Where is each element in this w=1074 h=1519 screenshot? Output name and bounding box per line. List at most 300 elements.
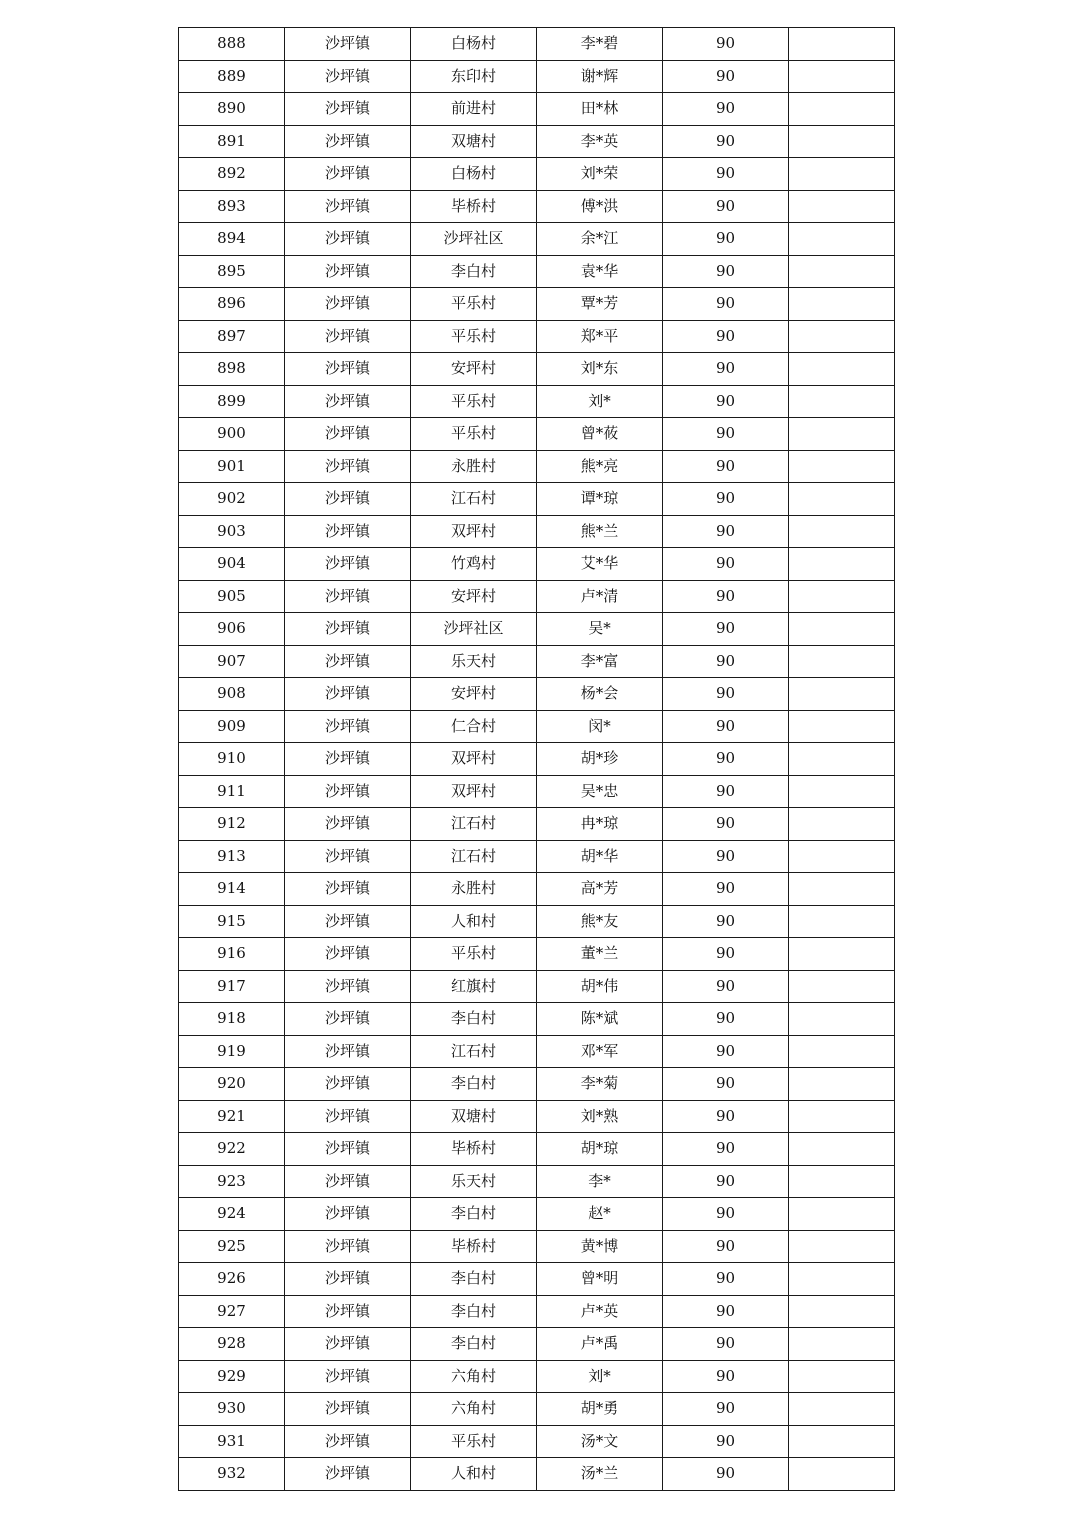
name-cell: 高*芳 [537, 873, 663, 906]
serial-number-cell: 921 [179, 1100, 285, 1133]
town-cell: 沙坪镇 [285, 1263, 411, 1296]
town-cell: 沙坪镇 [285, 125, 411, 158]
village-cell: 江石村 [411, 483, 537, 516]
name-cell: 汤*文 [537, 1425, 663, 1458]
remarks-cell [789, 1165, 895, 1198]
serial-number-cell: 894 [179, 223, 285, 256]
amount-cell: 90 [663, 60, 789, 93]
amount-cell: 90 [663, 93, 789, 126]
remarks-cell [789, 418, 895, 451]
table-row [179, 1133, 895, 1166]
serial-number-cell: 930 [179, 1393, 285, 1426]
table-row [179, 288, 895, 321]
table-row [179, 255, 895, 288]
remarks-cell [789, 970, 895, 1003]
remarks-cell [789, 1198, 895, 1231]
name-cell: 刘*荣 [537, 158, 663, 191]
remarks-cell [789, 255, 895, 288]
remarks-cell [789, 1295, 895, 1328]
name-cell: 卢*禹 [537, 1328, 663, 1361]
serial-number-cell: 914 [179, 873, 285, 906]
serial-number-cell: 896 [179, 288, 285, 321]
amount-cell: 90 [663, 1068, 789, 1101]
town-cell: 沙坪镇 [285, 320, 411, 353]
amount-cell: 90 [663, 905, 789, 938]
village-cell: 毕桥村 [411, 1230, 537, 1263]
remarks-cell [789, 905, 895, 938]
town-cell: 沙坪镇 [285, 1230, 411, 1263]
amount-cell: 90 [663, 1263, 789, 1296]
town-cell: 沙坪镇 [285, 548, 411, 581]
village-cell: 安坪村 [411, 580, 537, 613]
table-row [179, 125, 895, 158]
village-cell: 沙坪社区 [411, 613, 537, 646]
amount-cell: 90 [663, 710, 789, 743]
amount-cell: 90 [663, 1100, 789, 1133]
town-cell: 沙坪镇 [285, 1328, 411, 1361]
remarks-cell [789, 645, 895, 678]
serial-number-cell: 899 [179, 385, 285, 418]
remarks-cell [789, 1458, 895, 1491]
town-cell: 沙坪镇 [285, 28, 411, 61]
name-cell: 胡*华 [537, 840, 663, 873]
town-cell: 沙坪镇 [285, 1035, 411, 1068]
serial-number-cell: 907 [179, 645, 285, 678]
name-cell: 曾*莜 [537, 418, 663, 451]
table-row [179, 1100, 895, 1133]
village-cell: 白杨村 [411, 158, 537, 191]
name-cell: 卢*清 [537, 580, 663, 613]
table-row [179, 1425, 895, 1458]
amount-cell: 90 [663, 873, 789, 906]
town-cell: 沙坪镇 [285, 450, 411, 483]
amount-cell: 90 [663, 678, 789, 711]
name-cell: 袁*华 [537, 255, 663, 288]
serial-number-cell: 893 [179, 190, 285, 223]
remarks-cell [789, 840, 895, 873]
remarks-cell [789, 1230, 895, 1263]
table-row [179, 840, 895, 873]
table-row [179, 1295, 895, 1328]
serial-number-cell: 889 [179, 60, 285, 93]
table-row [179, 808, 895, 841]
remarks-cell [789, 938, 895, 971]
town-cell: 沙坪镇 [285, 743, 411, 776]
amount-cell: 90 [663, 1165, 789, 1198]
village-cell: 江石村 [411, 808, 537, 841]
amount-cell: 90 [663, 613, 789, 646]
serial-number-cell: 910 [179, 743, 285, 776]
town-cell: 沙坪镇 [285, 775, 411, 808]
serial-number-cell: 919 [179, 1035, 285, 1068]
table-row [179, 905, 895, 938]
village-cell: 毕桥村 [411, 1133, 537, 1166]
table-row [179, 353, 895, 386]
serial-number-cell: 928 [179, 1328, 285, 1361]
amount-cell: 90 [663, 288, 789, 321]
serial-number-cell: 918 [179, 1003, 285, 1036]
table-row [179, 970, 895, 1003]
amount-cell: 90 [663, 190, 789, 223]
remarks-cell [789, 320, 895, 353]
serial-number-cell: 911 [179, 775, 285, 808]
amount-cell: 90 [663, 483, 789, 516]
table-row [179, 710, 895, 743]
town-cell: 沙坪镇 [285, 1458, 411, 1491]
name-cell: 李*富 [537, 645, 663, 678]
table-row [179, 320, 895, 353]
village-cell: 安坪村 [411, 353, 537, 386]
village-cell: 沙坪社区 [411, 223, 537, 256]
village-cell: 双坪村 [411, 775, 537, 808]
village-cell: 李白村 [411, 1295, 537, 1328]
town-cell: 沙坪镇 [285, 645, 411, 678]
name-cell: 刘*东 [537, 353, 663, 386]
remarks-cell [789, 1003, 895, 1036]
remarks-cell [789, 60, 895, 93]
serial-number-cell: 908 [179, 678, 285, 711]
village-cell: 双坪村 [411, 515, 537, 548]
village-cell: 双塘村 [411, 1100, 537, 1133]
amount-cell: 90 [663, 548, 789, 581]
amount-cell: 90 [663, 645, 789, 678]
serial-number-cell: 909 [179, 710, 285, 743]
amount-cell: 90 [663, 320, 789, 353]
serial-number-cell: 924 [179, 1198, 285, 1231]
table-row [179, 1003, 895, 1036]
roster-table-body [179, 28, 895, 1491]
town-cell: 沙坪镇 [285, 1360, 411, 1393]
serial-number-cell: 898 [179, 353, 285, 386]
table-row [179, 775, 895, 808]
table-row [179, 190, 895, 223]
remarks-cell [789, 710, 895, 743]
town-cell: 沙坪镇 [285, 385, 411, 418]
amount-cell: 90 [663, 1133, 789, 1166]
town-cell: 沙坪镇 [285, 1198, 411, 1231]
amount-cell: 90 [663, 1035, 789, 1068]
name-cell: 冉*琼 [537, 808, 663, 841]
town-cell: 沙坪镇 [285, 288, 411, 321]
remarks-cell [789, 808, 895, 841]
town-cell: 沙坪镇 [285, 515, 411, 548]
name-cell: 李*菊 [537, 1068, 663, 1101]
remarks-cell [789, 1068, 895, 1101]
village-cell: 仁合村 [411, 710, 537, 743]
town-cell: 沙坪镇 [285, 970, 411, 1003]
amount-cell: 90 [663, 938, 789, 971]
village-cell: 李白村 [411, 1328, 537, 1361]
serial-number-cell: 901 [179, 450, 285, 483]
town-cell: 沙坪镇 [285, 190, 411, 223]
serial-number-cell: 931 [179, 1425, 285, 1458]
table-row [179, 418, 895, 451]
remarks-cell [789, 1133, 895, 1166]
amount-cell: 90 [663, 223, 789, 256]
name-cell: 曾*明 [537, 1263, 663, 1296]
village-cell: 安坪村 [411, 678, 537, 711]
village-cell: 双塘村 [411, 125, 537, 158]
village-cell: 人和村 [411, 1458, 537, 1491]
town-cell: 沙坪镇 [285, 938, 411, 971]
town-cell: 沙坪镇 [285, 1295, 411, 1328]
serial-number-cell: 916 [179, 938, 285, 971]
remarks-cell [789, 613, 895, 646]
village-cell: 李白村 [411, 1068, 537, 1101]
table-row [179, 873, 895, 906]
town-cell: 沙坪镇 [285, 1133, 411, 1166]
table-row [179, 1230, 895, 1263]
amount-cell: 90 [663, 1003, 789, 1036]
serial-number-cell: 912 [179, 808, 285, 841]
remarks-cell [789, 515, 895, 548]
serial-number-cell: 917 [179, 970, 285, 1003]
table-row [179, 548, 895, 581]
table-row [179, 1068, 895, 1101]
table-row [179, 158, 895, 191]
name-cell: 胡*勇 [537, 1393, 663, 1426]
remarks-cell [789, 1328, 895, 1361]
table-row [179, 450, 895, 483]
remarks-cell [789, 158, 895, 191]
amount-cell: 90 [663, 450, 789, 483]
serial-number-cell: 920 [179, 1068, 285, 1101]
amount-cell: 90 [663, 1198, 789, 1231]
village-cell: 乐天村 [411, 1165, 537, 1198]
table-row [179, 938, 895, 971]
amount-cell: 90 [663, 580, 789, 613]
remarks-cell [789, 743, 895, 776]
name-cell: 胡*伟 [537, 970, 663, 1003]
town-cell: 沙坪镇 [285, 1393, 411, 1426]
town-cell: 沙坪镇 [285, 580, 411, 613]
village-cell: 前进村 [411, 93, 537, 126]
serial-number-cell: 888 [179, 28, 285, 61]
amount-cell: 90 [663, 255, 789, 288]
village-cell: 六角村 [411, 1393, 537, 1426]
town-cell: 沙坪镇 [285, 613, 411, 646]
table-row [179, 515, 895, 548]
name-cell: 田*林 [537, 93, 663, 126]
remarks-cell [789, 353, 895, 386]
town-cell: 沙坪镇 [285, 710, 411, 743]
table-row [179, 1165, 895, 1198]
amount-cell: 90 [663, 1393, 789, 1426]
village-cell: 平乐村 [411, 320, 537, 353]
amount-cell: 90 [663, 125, 789, 158]
table-row [179, 1393, 895, 1426]
town-cell: 沙坪镇 [285, 255, 411, 288]
amount-cell: 90 [663, 1425, 789, 1458]
table-row [179, 645, 895, 678]
table-row [179, 1360, 895, 1393]
remarks-cell [789, 125, 895, 158]
amount-cell: 90 [663, 840, 789, 873]
name-cell: 汤*兰 [537, 1458, 663, 1491]
name-cell: 傅*洪 [537, 190, 663, 223]
serial-number-cell: 904 [179, 548, 285, 581]
village-cell: 平乐村 [411, 385, 537, 418]
remarks-cell [789, 1100, 895, 1133]
table-row [179, 1035, 895, 1068]
table-row [179, 678, 895, 711]
serial-number-cell: 902 [179, 483, 285, 516]
town-cell: 沙坪镇 [285, 223, 411, 256]
town-cell: 沙坪镇 [285, 1425, 411, 1458]
name-cell: 李* [537, 1165, 663, 1198]
amount-cell: 90 [663, 418, 789, 451]
amount-cell: 90 [663, 385, 789, 418]
town-cell: 沙坪镇 [285, 60, 411, 93]
name-cell: 覃*芳 [537, 288, 663, 321]
town-cell: 沙坪镇 [285, 808, 411, 841]
village-cell: 李白村 [411, 1003, 537, 1036]
village-cell: 平乐村 [411, 1425, 537, 1458]
name-cell: 艾*华 [537, 548, 663, 581]
table-row [179, 1328, 895, 1361]
remarks-cell [789, 548, 895, 581]
village-cell: 平乐村 [411, 938, 537, 971]
table-row [179, 483, 895, 516]
town-cell: 沙坪镇 [285, 158, 411, 191]
village-cell: 平乐村 [411, 418, 537, 451]
remarks-cell [789, 775, 895, 808]
remarks-cell [789, 28, 895, 61]
table-row [179, 28, 895, 61]
village-cell: 李白村 [411, 1263, 537, 1296]
amount-cell: 90 [663, 775, 789, 808]
name-cell: 刘*熟 [537, 1100, 663, 1133]
village-cell: 永胜村 [411, 873, 537, 906]
amount-cell: 90 [663, 353, 789, 386]
remarks-cell [789, 1425, 895, 1458]
remarks-cell [789, 1035, 895, 1068]
village-cell: 乐天村 [411, 645, 537, 678]
name-cell: 谭*琼 [537, 483, 663, 516]
town-cell: 沙坪镇 [285, 483, 411, 516]
remarks-cell [789, 288, 895, 321]
town-cell: 沙坪镇 [285, 93, 411, 126]
name-cell: 赵* [537, 1198, 663, 1231]
amount-cell: 90 [663, 158, 789, 191]
amount-cell: 90 [663, 515, 789, 548]
serial-number-cell: 932 [179, 1458, 285, 1491]
table-row [179, 1458, 895, 1491]
name-cell: 余*江 [537, 223, 663, 256]
name-cell: 谢*辉 [537, 60, 663, 93]
amount-cell: 90 [663, 1295, 789, 1328]
amount-cell: 90 [663, 1328, 789, 1361]
remarks-cell [789, 873, 895, 906]
serial-number-cell: 900 [179, 418, 285, 451]
village-cell: 东印村 [411, 60, 537, 93]
amount-cell: 90 [663, 970, 789, 1003]
name-cell: 吴*忠 [537, 775, 663, 808]
name-cell: 胡*琼 [537, 1133, 663, 1166]
remarks-cell [789, 1393, 895, 1426]
table-row [179, 743, 895, 776]
table-row [179, 1263, 895, 1296]
table-row [179, 385, 895, 418]
serial-number-cell: 923 [179, 1165, 285, 1198]
village-cell: 白杨村 [411, 28, 537, 61]
town-cell: 沙坪镇 [285, 840, 411, 873]
serial-number-cell: 890 [179, 93, 285, 126]
name-cell: 熊*亮 [537, 450, 663, 483]
remarks-cell [789, 93, 895, 126]
serial-number-cell: 891 [179, 125, 285, 158]
amount-cell: 90 [663, 1360, 789, 1393]
name-cell: 李*英 [537, 125, 663, 158]
village-cell: 永胜村 [411, 450, 537, 483]
name-cell: 董*兰 [537, 938, 663, 971]
amount-cell: 90 [663, 28, 789, 61]
name-cell: 李*碧 [537, 28, 663, 61]
amount-cell: 90 [663, 808, 789, 841]
remarks-cell [789, 678, 895, 711]
table-row [179, 1198, 895, 1231]
village-cell: 红旗村 [411, 970, 537, 1003]
amount-cell: 90 [663, 1230, 789, 1263]
village-cell: 李白村 [411, 1198, 537, 1231]
village-cell: 毕桥村 [411, 190, 537, 223]
serial-number-cell: 925 [179, 1230, 285, 1263]
table-row [179, 223, 895, 256]
village-cell: 人和村 [411, 905, 537, 938]
name-cell: 胡*珍 [537, 743, 663, 776]
serial-number-cell: 929 [179, 1360, 285, 1393]
name-cell: 闵* [537, 710, 663, 743]
serial-number-cell: 892 [179, 158, 285, 191]
name-cell: 吴* [537, 613, 663, 646]
name-cell: 黄*博 [537, 1230, 663, 1263]
village-cell: 江石村 [411, 840, 537, 873]
serial-number-cell: 903 [179, 515, 285, 548]
town-cell: 沙坪镇 [285, 353, 411, 386]
table-row [179, 93, 895, 126]
name-cell: 刘* [537, 385, 663, 418]
serial-number-cell: 927 [179, 1295, 285, 1328]
name-cell: 刘* [537, 1360, 663, 1393]
name-cell: 熊*兰 [537, 515, 663, 548]
remarks-cell [789, 385, 895, 418]
town-cell: 沙坪镇 [285, 1100, 411, 1133]
name-cell: 卢*英 [537, 1295, 663, 1328]
serial-number-cell: 915 [179, 905, 285, 938]
remarks-cell [789, 1263, 895, 1296]
remarks-cell [789, 450, 895, 483]
town-cell: 沙坪镇 [285, 418, 411, 451]
table-row [179, 60, 895, 93]
village-cell: 六角村 [411, 1360, 537, 1393]
town-cell: 沙坪镇 [285, 1003, 411, 1036]
serial-number-cell: 897 [179, 320, 285, 353]
village-cell: 双坪村 [411, 743, 537, 776]
table-row [179, 613, 895, 646]
remarks-cell [789, 190, 895, 223]
remarks-cell [789, 223, 895, 256]
serial-number-cell: 905 [179, 580, 285, 613]
town-cell: 沙坪镇 [285, 1165, 411, 1198]
remarks-cell [789, 580, 895, 613]
table-row [179, 580, 895, 613]
name-cell: 陈*斌 [537, 1003, 663, 1036]
serial-number-cell: 926 [179, 1263, 285, 1296]
town-cell: 沙坪镇 [285, 873, 411, 906]
town-cell: 沙坪镇 [285, 678, 411, 711]
village-cell: 平乐村 [411, 288, 537, 321]
remarks-cell [789, 483, 895, 516]
